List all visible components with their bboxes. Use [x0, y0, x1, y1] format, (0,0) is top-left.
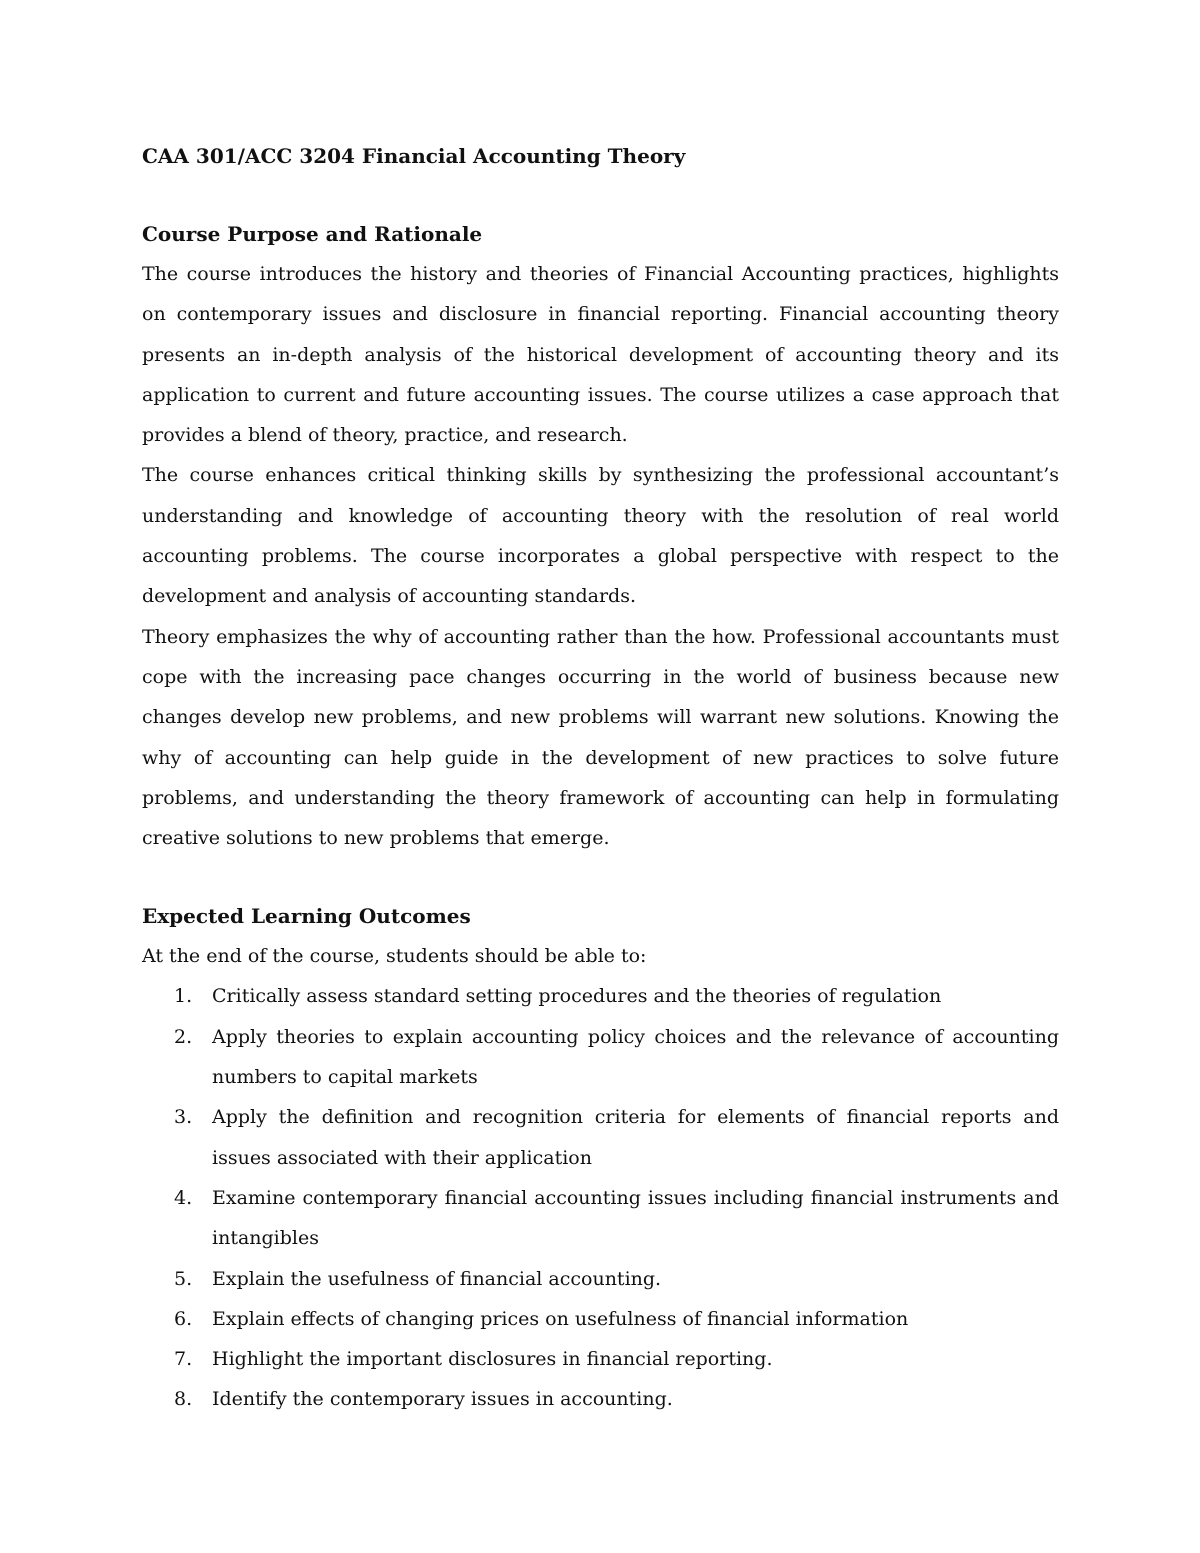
- list-item: [142, 1097, 1059, 1178]
- list-item: [142, 1178, 1059, 1259]
- outcomes-heading: Expected Learning Outcomes: [142, 904, 471, 929]
- purpose-paragraph-1: The course introduces the history and theories of Financial Accounting practices, highlights on contemporary issues and disclosure in financial reporting. Financial accounting theory presents an in-depth analysis of the historical development of accounting theory and its application to current and future accounting issues. The course utilizes a case approach that provides a blend of theory, practice, and research.: [142, 263, 1059, 447]
- list-item-number: 4.: [174, 1186, 193, 1209]
- list-item-number: 6.: [174, 1307, 193, 1330]
- spacer: [142, 176, 1059, 214]
- list-item-number: 3.: [174, 1106, 193, 1129]
- list-item-text: Identify the contemporary issues in accounting.: [212, 1388, 673, 1411]
- purpose-paragraph-2: The course enhances critical thinking skills by synthesizing the professional accountant’s understanding and knowledge of accounting theory with the resolution of real world accounting problems. The course incorporates a global perspective with respect to the development and analysis of accounting standards.: [142, 464, 1059, 608]
- list-item-text: Highlight the important disclosures in financial reporting.: [212, 1348, 773, 1371]
- list-item-text: Apply the definition and recognition criteria for elements of financial reports and issues associated with their application: [212, 1106, 1059, 1169]
- list-item-text: Explain effects of changing prices on usefulness of financial information: [212, 1307, 909, 1330]
- list-item-text: Critically assess standard setting procedures and the theories of regulation: [212, 985, 942, 1008]
- list-item-number: 5.: [174, 1267, 193, 1290]
- list-item-text: Apply theories to explain accounting policy choices and the relevance of accounting numbers to capital markets: [212, 1025, 1059, 1089]
- list-item-number: 8.: [174, 1388, 193, 1411]
- list-item-number: 7.: [174, 1348, 193, 1371]
- list-item-text: Examine contemporary financial accounting issues including financial instruments and intangibles: [212, 1186, 1059, 1250]
- outcomes-intro: At the end of the course, students should be able to:: [142, 945, 647, 968]
- list-item: [142, 976, 1059, 1016]
- document-title: CAA 301/ACC 3204 Financial Accounting Theory: [142, 144, 686, 168]
- purpose-heading: Course Purpose and Rationale: [142, 222, 483, 246]
- spacer: [142, 858, 1059, 896]
- list-item-number: 1.: [174, 985, 193, 1008]
- list-item-text: Explain the usefulness of financial accounting.: [212, 1267, 662, 1290]
- list-item: [142, 1379, 1059, 1419]
- document-page: [142, 136, 1059, 1420]
- list-item: [142, 1299, 1059, 1339]
- list-item: [142, 1259, 1059, 1299]
- list-item-number: 2.: [174, 1025, 193, 1048]
- list-item: [142, 1017, 1059, 1098]
- outcomes-list: [142, 976, 1059, 1419]
- list-item: [142, 1339, 1059, 1379]
- purpose-paragraph-3: Theory emphasizes the why of accounting rather than the how. Professional accountants must cope with the increasing pace changes occurring in the world of business because new changes develop new problems, and new problems will warrant new solutions. Knowing the why of accounting can help guide in the development of new practices to solve future problems, and understanding the theory framework of accounting can help in formulating creative solutions to new problems that emerge.: [142, 625, 1059, 850]
